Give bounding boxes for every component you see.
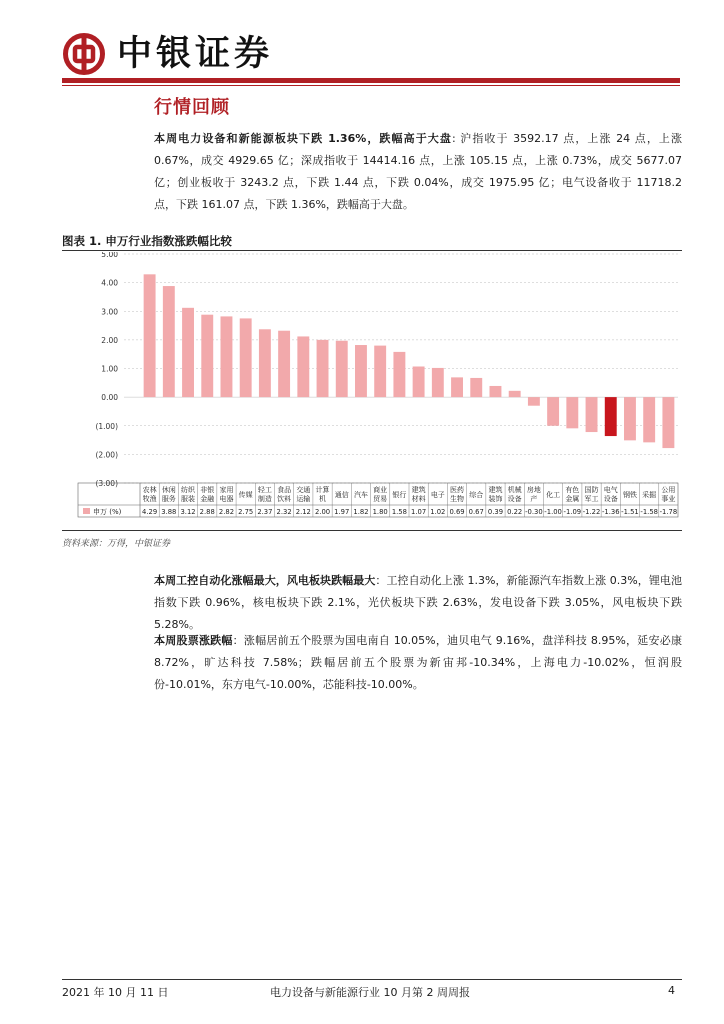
figure-bottom-rule [62,530,682,531]
bar [509,391,521,397]
data-value-label: 2.88 [199,508,215,516]
data-value-label: 4.29 [142,508,158,516]
figure-source: 资料来源：万得，中银证券 [62,539,171,549]
bar [355,345,367,397]
x-category-label: 电器 [219,495,234,503]
section-title: 行情回顾 [154,97,230,118]
x-category-label: 休闲 [161,486,176,494]
x-category-label: 纺织 [181,486,196,494]
x-category-label: 运输 [296,495,311,503]
paragraph-body: ：工控自动化上涨 1.3%，新能源汽车指数上涨 0.3%，锂电池指数下跌 0.96%，核电板块下跌 2.1%，光伏板块下跌 2.63%，发电设备下跌 3.05%，风电板块下跌 5.28%。 [154,574,683,631]
x-category-label: 贸易 [373,495,388,503]
figure-title: 图表 1. 申万行业指数涨跌幅比较 [62,234,232,248]
data-value-label: 0.69 [449,508,465,516]
data-value-label: 0.39 [487,508,504,516]
y-tick-label: 3.00 [101,307,118,317]
x-category-label: 电气 [603,486,618,494]
y-tick-label: (2.00) [95,450,118,460]
data-value-label: -1.00 [544,508,562,516]
x-category-label: 传媒 [238,491,253,499]
x-category-label: 服务 [161,495,176,503]
x-category-label: 国防 [584,486,599,494]
data-value-label: 0.67 [468,508,484,516]
data-value-label: 2.82 [218,508,235,516]
bar [182,308,194,397]
footer-date: 2021 年 10 月 11 日 [62,986,169,999]
x-category-label: 商业 [373,486,388,494]
data-value-label: -1.36 [601,508,620,516]
y-tick-label: (1.00) [95,421,118,431]
bar [432,368,444,397]
data-value-label: -1.51 [621,508,639,516]
bar [566,397,578,428]
footer-title: 电力设备与新能源行业 10 月第 2 周周报 [270,986,470,999]
data-value-label: 1.58 [391,508,407,516]
x-category-label: 汽车 [353,491,368,499]
bar [528,397,540,406]
bank-of-china-logo [62,32,106,76]
x-category-label: 农林 [142,486,157,494]
bar [451,377,463,397]
x-category-label: 计算 [315,486,330,494]
bar [336,341,348,397]
x-category-label: 金融 [200,495,215,503]
data-value-label: -1.09 [563,508,582,516]
bar [643,397,655,442]
page-number: 4 [668,984,675,997]
x-category-label: 有色 [565,486,580,494]
data-value-label: 1.07 [411,508,427,516]
y-tick-label: 4.00 [101,278,118,288]
paragraph-body: : 沪指收于 3592.17 点，上涨 24 点，上涨 0.67%，成交 4929.65 亿；深成指收于 14414.16 点，上涨 105.15 点，上涨 0.73%，成交 5677.07 亿；创业板收于 3243.2 点，下跌 1.44 点，下跌 0.04%，成交 1975.95 亿；电气设备收于 11718.2 点，下跌 161.07 点，下跌 1.36%，跌幅高于大盘。 [154,132,682,211]
bar [393,352,405,397]
brand-name: 中银证券 [117,33,274,74]
bar [470,378,482,397]
paragraph-lead: 本周股票涨跌幅 [154,634,233,647]
bar [624,397,636,440]
bar [240,318,252,397]
paragraph-lead: 本周工控自动化涨幅最大，风电板块跌幅最大 [154,574,376,587]
bar [374,346,386,398]
x-category-label: 电子 [430,491,445,499]
x-category-label: 饮料 [277,495,292,503]
data-value-label: 2.75 [238,508,254,516]
data-value-label: -1.58 [640,508,658,516]
x-category-label: 化工 [546,491,561,499]
figure-top-rule [62,250,682,251]
industry-change-bar-chart [62,252,682,522]
bar [586,397,598,432]
bar [259,329,271,397]
data-value-label: -1.78 [659,508,678,516]
x-category-label: 银行 [392,491,407,499]
data-value-label: 0.22 [507,508,523,516]
footer-divider [62,979,682,980]
paragraph-stock-review [154,630,682,696]
y-tick-label: 2.00 [101,335,118,345]
x-category-label: 装饰 [488,495,503,503]
bar [221,316,233,397]
x-category-label: 采掘 [642,491,657,499]
bar [317,340,329,397]
data-value-label: 1.80 [372,508,388,516]
x-category-label: 食品 [277,486,292,494]
x-category-label: 军工 [584,495,599,503]
x-category-label: 机 [319,495,327,503]
x-category-label: 家用 [219,486,234,494]
bar [163,286,175,397]
paragraph-sector-review [154,570,682,636]
data-value-label: 1.02 [430,508,446,516]
y-tick-label: 1.00 [101,364,118,374]
data-value-label: -0.30 [525,508,543,516]
x-category-label: 材料 [411,495,426,503]
x-category-label: 综合 [469,491,484,499]
bar [201,315,213,397]
x-category-label: 轻工 [257,486,272,494]
data-value-label: 3.88 [161,508,177,516]
data-value-label: -1.22 [582,508,601,516]
x-category-label: 产 [530,495,538,503]
bar [144,274,156,397]
x-category-label: 服装 [181,495,196,503]
x-category-label: 牧渔 [142,495,157,503]
x-category-label: 医药 [450,486,465,494]
data-value-label: 1.82 [353,508,369,516]
paragraph-body: ：涨幅居前五个股票为国电南自 10.05%，迪贝电气 9.16%，盘洋科技 8.95%，延安必康 8.72%，旷达科技 7.58%；跌幅居前五个股票为新宙邦-10.34%，上海电力-10.02%，恒润股份-10.01%，东方电气-10.00%，芯能科技-10.00%。 [154,634,682,691]
bar [278,331,290,397]
x-category-label: 制造 [257,495,272,503]
paragraph-lead: 本周电力设备和新能源板块下跌 1.36%，跌幅高于大盘 [154,132,452,145]
bar [605,397,617,436]
x-category-label: 机械 [507,486,522,494]
data-value-label: 2.00 [314,508,331,516]
x-category-label: 交通 [296,486,311,494]
bar [547,397,559,426]
legend-label: 申万 (%) [93,508,122,516]
data-value-label: 2.32 [276,508,292,516]
x-category-label: 金属 [565,495,580,503]
header-divider-thin [62,85,680,86]
y-tick-label: 5.00 [101,252,118,259]
x-category-label: 通信 [334,491,349,499]
x-category-label: 建筑 [488,486,503,494]
y-tick-label: (3.00) [95,479,118,488]
data-value-label: 3.12 [180,508,196,516]
x-category-label: 公用 [661,486,676,494]
x-category-label: 钢铁 [622,491,637,499]
data-value-label: 1.97 [334,508,350,516]
y-tick-label: 0.00 [101,393,118,403]
x-category-label: 房地 [526,486,541,494]
x-category-label: 设备 [603,495,618,503]
data-value-label: 2.12 [295,508,311,516]
bar [297,336,309,397]
data-value-label: 2.37 [257,508,273,516]
x-category-label: 生物 [450,495,465,503]
x-category-label: 设备 [507,495,522,503]
x-category-label: 事业 [661,495,676,503]
bar [490,386,502,397]
legend-swatch [83,508,90,514]
bar [662,397,674,448]
x-category-label: 非银 [200,486,215,494]
header-divider [62,78,680,83]
bar [413,366,425,397]
paragraph-market-review [154,128,682,216]
x-category-label: 建筑 [411,486,426,494]
